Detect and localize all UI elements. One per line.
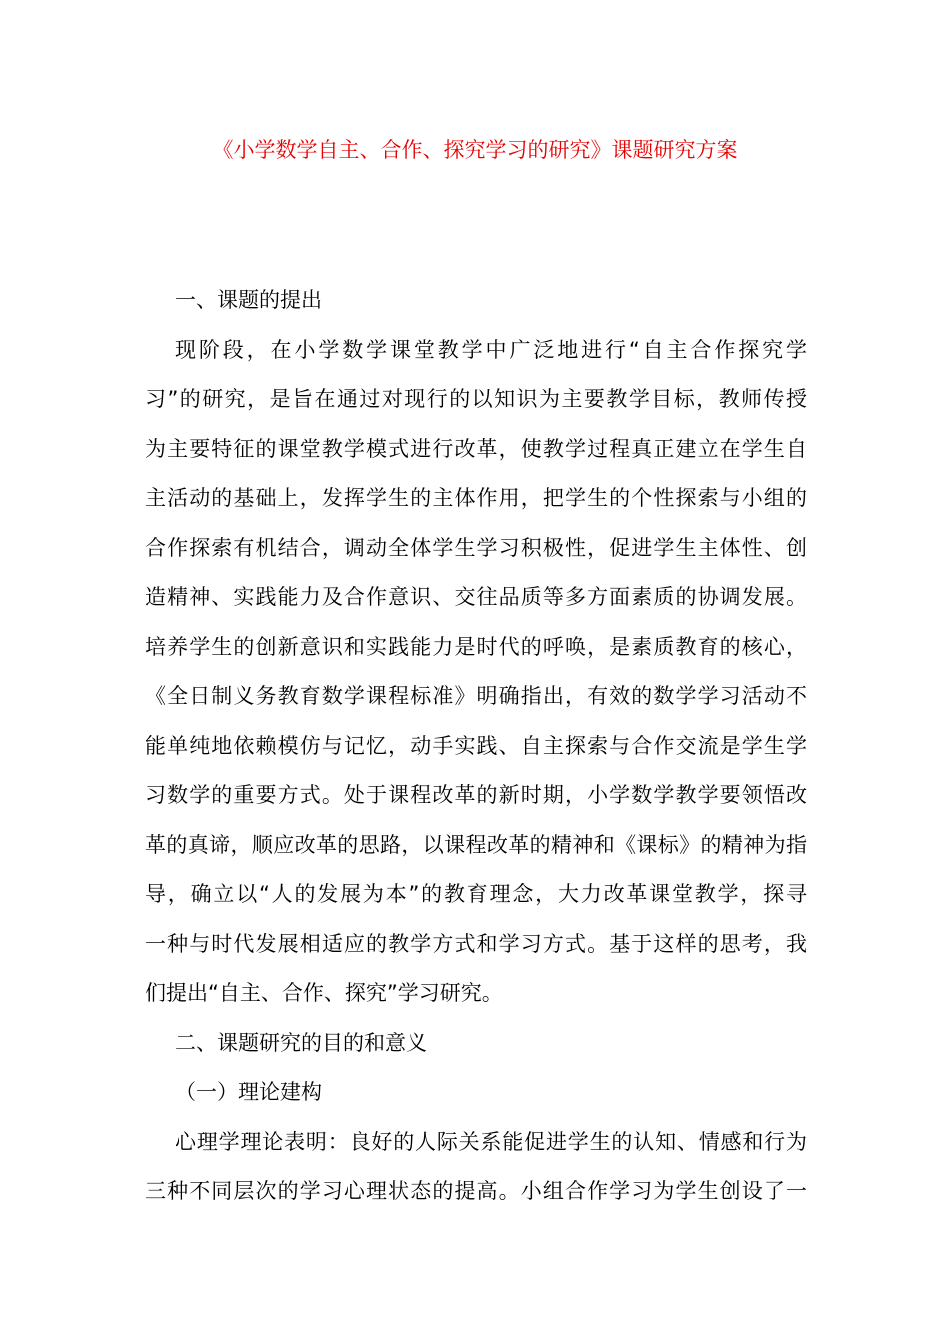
subsection-heading: （一）理论建构	[175, 1080, 322, 1104]
paragraph-line: 造精神、实践能力及合作意识、交往品质等多方面素质的协调发展。	[145, 585, 807, 609]
paragraph-line: 习数学的重要方式。处于课程改革的新时期，小学数学教学要领悟改	[145, 783, 807, 807]
paragraph-line: 习”的研究，是旨在通过对现行的以知识为主要教学目标，教师传授	[145, 387, 807, 411]
paragraph-line: 能单纯地依赖模仿与记忆，动手实践、自主探索与合作交流是学生学	[145, 733, 807, 758]
paragraph-line: 合作探索有机结合，调动全体学生学习积极性，促进学生主体性、创	[145, 535, 807, 560]
paragraph-line: 三种不同层次的学习心理状态的提高。小组合作学习为学生创设了一	[145, 1179, 807, 1203]
paragraph-line: 们提出“自主、合作、探究”学习研究。	[145, 981, 503, 1005]
paragraph-line: 主活动的基础上，发挥学生的主体作用，把学生的个性探索与小组的	[145, 486, 807, 510]
paragraph-line: 导，确立以“人的发展为本”的教育理念，大力改革课堂教学，探寻	[145, 882, 807, 906]
paragraph-line: 为主要特征的课堂教学模式进行改革，使教学过程真正建立在学生自	[145, 436, 807, 461]
document-title: 《小学数学自主、合作、探究学习的研究》课题研究方案	[212, 138, 738, 162]
section-heading-1: 一、课题的提出	[175, 288, 322, 312]
paragraph-line: 培养学生的创新意识和实践能力是时代的呼唤，是素质教育的核心，	[145, 634, 807, 659]
paragraph-line: 现阶段，在小学数学课堂教学中广泛地进行“自主合作探究学	[175, 337, 807, 362]
section-heading-2: 二、课题研究的目的和意义	[175, 1030, 427, 1055]
paragraph-line: 《全日制义务教育数学课程标准》明确指出，有效的数学学习活动不	[145, 684, 807, 708]
document-body	[145, 283, 807, 1224]
paragraph-line: 革的真谛，顺应改革的思路，以课程改革的精神和《课标》的精神为指	[145, 832, 807, 857]
paragraph-line: 心理学理论表明：良好的人际关系能促进学生的认知、情感和行为	[175, 1129, 807, 1154]
paragraph-line: 一种与时代发展相适应的教学方式和学习方式。基于这样的思考，我	[145, 931, 807, 956]
